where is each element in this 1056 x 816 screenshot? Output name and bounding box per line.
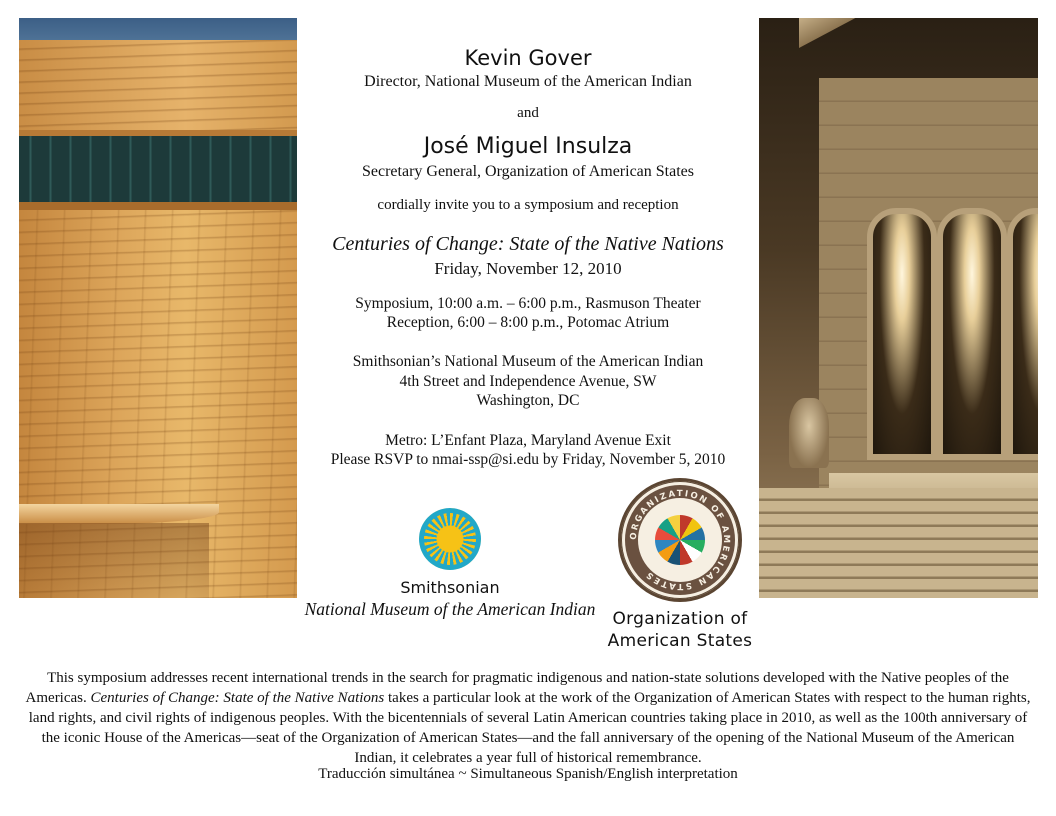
rsvp-info: Please RSVP to nmai-ssp@si.edu by Friday, November 5, 2010: [330, 451, 726, 468]
event-date: Friday, November 12, 2010: [434, 259, 622, 278]
museum-name: National Museum of the American Indian: [304, 599, 596, 619]
description-text: takes a particular look at the work of the Organization of American States with respect to the human rights, land rights, and civil rights of indigenous peoples. With the bicentennials of several Latin American countries taking place in 2010, as well as the 100th anniversary of the iconic House of the Americas—seat of the Organization of American States—and the fall anniversary of the opening of the National Museum of the American Indian, it celebrates a year full of historical remembrance.: [28, 690, 1031, 766]
smithsonian-name: Smithsonian: [400, 578, 500, 597]
interpretation-note: Traducción simultánea ~ Simultaneous Spanish/English interpretation: [318, 766, 738, 782]
oas-name-line: American States: [607, 631, 753, 651]
oas-name: [600, 608, 760, 652]
oas-name-line: Organization of: [612, 609, 748, 629]
venue-name: Smithsonian’s National Museum of the American Indian: [352, 353, 704, 370]
lit-arch: [1007, 208, 1038, 460]
smithsonian-logo: [304, 508, 596, 620]
host-title: Director, National Museum of the American Indian: [364, 73, 692, 90]
ledge-shadow: [19, 523, 209, 598]
travel-rsvp: [300, 431, 756, 470]
event-title: Centuries of Change: State of the Native Nations: [332, 233, 724, 255]
seal-ring-text: ORGANIZATION OF AMERICAN STATES: [628, 488, 732, 592]
smithsonian-sun-icon: [419, 508, 481, 570]
metro-info: Metro: L’Enfant Plaza, Maryland Avenue Exit: [385, 431, 671, 449]
reception-time: Reception, 6:00 – 8:00 p.m., Potomac Atrium: [386, 314, 670, 331]
cornice: [799, 18, 1038, 48]
and-text: and: [517, 105, 539, 121]
host-name: José Miguel Insulza: [423, 134, 633, 159]
lit-arch: [937, 208, 1007, 460]
host-name: Kevin Gover: [464, 46, 592, 70]
symposium-time: Symposium, 10:00 a.m. – 6:00 p.m., Rasmuson Theater: [355, 295, 701, 312]
oas-seal-icon: [618, 478, 742, 602]
venue-street: 4th Street and Independence Avenue, SW: [399, 372, 657, 390]
house-of-the-americas-photo: [759, 18, 1038, 598]
host-title: Secretary General, Organization of American States: [361, 163, 694, 180]
venue-city: Washington, DC: [476, 392, 580, 409]
window-band: [19, 130, 297, 210]
oas-logo: [600, 478, 760, 652]
invitation-block: [300, 44, 756, 470]
description-text: This symposium addresses recent international trends in the search for pragmatic indigenous and nation-state solutions developed with the Native peoples of the Americas.: [25, 670, 1009, 706]
statue: [789, 398, 829, 468]
curved-ledge: [19, 504, 219, 524]
description-event-title: Centuries of Change: State of the Native Nations: [90, 690, 385, 706]
venue-address: [300, 352, 756, 411]
entrance-steps: [759, 488, 1038, 598]
schedule: [300, 294, 756, 332]
lit-arch: [867, 208, 937, 460]
invitation-line: cordially invite you to a symposium and reception: [377, 197, 679, 213]
flags-emblem: [655, 515, 705, 565]
museum-building-photo: [19, 18, 297, 598]
symposium-description: [22, 668, 1034, 768]
building-top-band: [19, 40, 297, 130]
